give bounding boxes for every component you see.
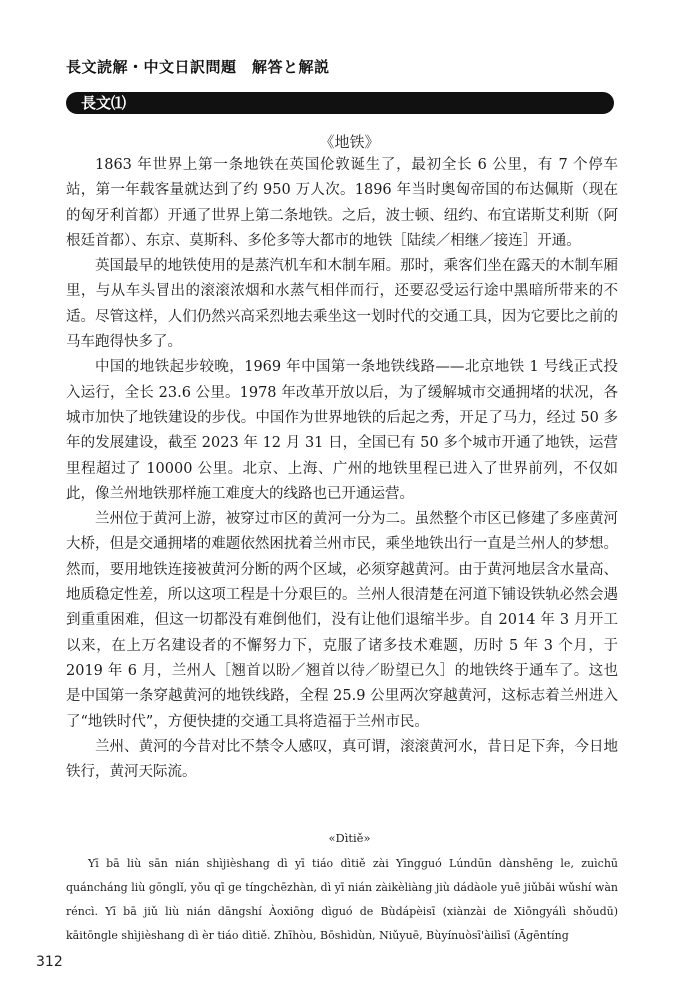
paragraph: 兰州位于黄河上游，被穿过市区的黄河一分为二。虽然整个市区已修建了多座黄河大桥，但是交通拥堵的难题依然困扰着兰州市民，乘坐地铁出行一直是兰州人的梦想。然而，要用地铁连接被黄河分断的两个区域，必须穿越黄河。由于黄河地层含水量高、地质稳定性差，所以这项工程是十分艰巨的。兰州人很清楚在河道下铺设铁轨必然会遇到重重困难，但这一切都没有难倒他们，没有让他们退缩半步。自 2014 年 3 月开工以来，在上万名建设者的不懈努力下，克服了诸多技术难题，历时 5 年 3 个月，于 2019 年 6 月，兰州人［翘首以盼／翘首以待／盼望已久］的地铁终于通车了。这也是中国第一条穿越黄河的地铁线路，全程 25.9 公里两次穿越黄河，这标志着兰州进入了“地铁时代”，方便快捷的交通工具将造福于兰州市民。 [66, 511, 618, 730]
section-heading-bar [66, 92, 614, 114]
article-body [66, 153, 618, 785]
pinyin-title: «Dìtiě» [328, 831, 371, 845]
article-title: 《地铁》 [319, 133, 380, 151]
page-header: 長文読解・中文日訳問題 解答と解説 [66, 58, 330, 76]
section-label: 長文⑴ [81, 94, 127, 112]
paragraph: 1863 年世界上第一条地铁在英国伦敦诞生了，最初全长 6 公里，有 7 个停车站，第一年载客量就达到了约 950 万人次。1896 年当时奥匈帝国的布达佩斯（现在的匈牙利首都）开通了世界上第二条地铁。之后，波士顿、纽约、布宜诺斯艾利斯（阿根廷首都）、东京、莫斯科、多伦多等大都市的地铁［陆续／相继／接连］开通。 [66, 157, 618, 249]
pinyin-body [66, 852, 618, 948]
paragraph: 英国最早的地铁使用的是蒸汽机车和木制车厢。那时，乘客们坐在露天的木制车厢里，与从车头冒出的滚滚浓烟和水蒸气相伴而行，还要忍受运行途中黑暗所带来的不适。尽管这样，人们仍然兴高采烈地去乘坐这一划时代的交通工具，因为它要比之前的马车跑得快多了。 [66, 258, 618, 351]
paragraph: 兰州、黄河的今昔对比不禁令人感叹，真可谓，滚滚黄河水，昔日足下奔，今日地铁行，黄河天际流。 [66, 738, 618, 781]
pinyin-paragraph: Yī bā liù sān nián shìjièshang dì yī tiáo dìtiě zài Yīngguó Lúndūn dànshēng le, zuìchū quáncháng liù gōnglǐ, yǒu qī ge tíngchēzhàn, dì yī nián zàikèliàng jiù dádàole yuē jiǔbǎi wǔshí wàn réncì. Yī bā jiǔ liù nián dāngshí Àoxiōng dìguó de Bùdápèisī (xiànzài de Xiōngyálì shǒudū) kāitōngle shìjièshang dì èr tiáo dìtiě. Zhīhòu, Bōshìdùn, Niǔyuē, Bùyínuòsī'àilìsī (Āgēntíng [66, 857, 618, 942]
paragraph: 中国的地铁起步较晚，1969 年中国第一条地铁线路——北京地铁 1 号线正式投入运行，全长 23.6 公里。1978 年改革开放以后，为了缓解城市交通拥堵的状况，各城市加快了地铁建设的步伐。中国作为世界地铁的后起之秀，开足了马力，经过 50 多年的发展建设，截至 2023 年 12 月 31 日，全国已有 50 多个城市开通了地铁，运营里程超过了 10000 公里。北京、上海、广州的地铁里程已进入了世界前列，不仅如此，像兰州地铁那样施工难度大的线路也已开通运营。 [66, 359, 618, 502]
page-number: 312 [36, 954, 63, 970]
